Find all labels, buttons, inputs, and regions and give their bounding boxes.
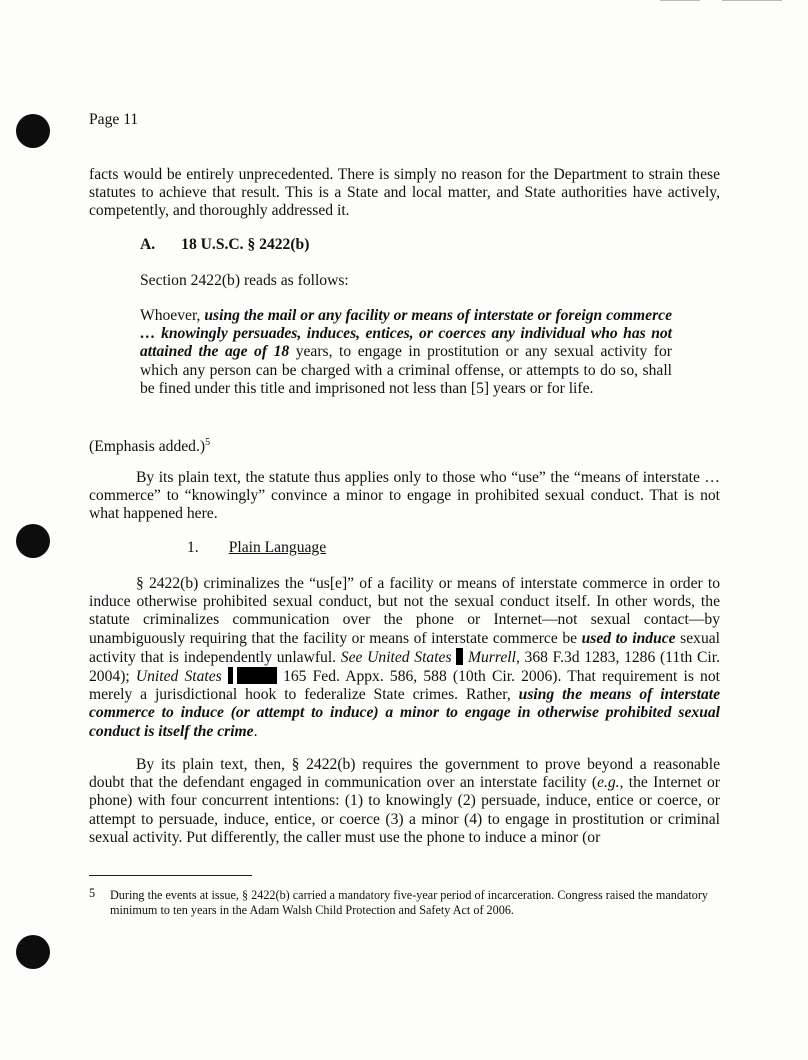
- page-header: Page 11: [89, 111, 139, 128]
- emphasis-text: (Emphasis added.): [89, 438, 206, 456]
- footnote-number: 5: [89, 886, 96, 900]
- section-intro: Section 2422(b) reads as follows:: [140, 272, 349, 289]
- citation: Murrell: [468, 648, 516, 666]
- paragraph-text: By its plain text, then, § 2422(b) requires the government to prove beyond a reasonable doubt that the defendant engaged in communication over an interstate facility (: [89, 756, 720, 792]
- redaction-bar: [456, 648, 463, 665]
- subheading-plain-language: [187, 539, 720, 557]
- quote-text: years, to engage in prostitution or any sexual activity for which any person can be charged with a criminal offense, or attempts to do so, shall be fined under this title and imprisoned not less than [5] years or for life.: [140, 343, 672, 397]
- paragraph-emphasis: using the means of interstate commerce to induce (or attempt to induce) a minor to engage in otherwise prohibited sexual conduct is itself the crime: [89, 686, 721, 740]
- paragraph-emphasis: e.g.: [597, 774, 620, 792]
- footnote-text: During the events at issue, § 2422(b) carried a mandatory five-year period of incarceration. Congress raised the mandatory minimum to ten years in the Adam Walsh Child Protection and Safety Act of 2006.: [110, 888, 708, 917]
- section-heading-letter: A.: [140, 236, 156, 253]
- paragraph-plain-text: By its plain text, the statute thus applies only to those who “use” the “means of interstate … commerce” to “knowingly” convince a minor to engage in prohibited sexual conduct. That is not what happened here.: [89, 469, 720, 523]
- quote-text: Whoever,: [140, 307, 205, 324]
- paragraph-emphasis: used to induce: [581, 629, 676, 647]
- paragraph-prove: [89, 756, 720, 847]
- emphasis-note: [89, 434, 720, 456]
- subheading-title: Plain Language: [228, 539, 327, 556]
- paragraph-text: § 2422(b) criminalizes the “us[e]” of a facility or means of interstate commerce in order to induce otherwise prohibited sexual conduct, but not the sexual conduct itself. In other words, the statute criminalizes communication over the phone or Internet—not sexual contact—by unambiguously requiring that the facility or means of interstate commerce be: [89, 575, 720, 647]
- punch-hole-middle: [16, 524, 50, 558]
- paragraph-text: sexual activity that is independently unlawful.: [89, 629, 720, 666]
- citation: See United States: [340, 648, 452, 666]
- section-heading-title: 18 U.S.C. § 2422(b): [181, 236, 310, 253]
- punch-hole-bottom: [16, 935, 50, 969]
- paragraph-text: , the Internet or phone) with four concurrent intentions: (1) to knowingly (2) persuade, induce, entice or coerce, or attempt to persuade, induce, entice, or coerce (3) a minor (4) to engage in prostitution or criminal sexual activity. Put differently, the caller must use the phone to induce a minor (or: [89, 774, 720, 846]
- quote-emphasis: using the mail or any facility or means of interstate or foreign commerce … knowingly persuades, induces, entices, or coerces any individual who has not attained the age of 18: [140, 307, 672, 361]
- redaction-bar: [237, 667, 277, 684]
- paragraph-2422: [89, 575, 720, 741]
- statute-quote: [140, 307, 672, 398]
- paragraph-intro: facts would be entirely unprecedented. There is simply no reason for the Department to strain these statutes to achieve that result. This is a State and local matter, and State authorities have actively, competently, and thoroughly addressed it.: [89, 166, 720, 220]
- footnote: [89, 888, 720, 918]
- punch-hole-top: [16, 114, 50, 148]
- footnote-divider: [89, 875, 252, 876]
- footnote-ref: 5: [205, 437, 211, 448]
- paragraph-text: .: [253, 722, 258, 740]
- paragraph-text: , 368 F.3d 1283, 1286 (11th Cir. 2004);: [89, 648, 720, 686]
- paragraph-text: 165 Fed. Appx. 586, 588 (10th Cir. 2006). That requirement is not merely a jurisdictional hook to federalize State crimes. Rather,: [89, 668, 720, 704]
- scan-mark: [722, 0, 782, 1]
- citation: United States: [135, 668, 222, 686]
- subheading-number: 1.: [187, 539, 199, 556]
- redaction-bar: [228, 667, 233, 684]
- section-heading-a: [140, 236, 720, 254]
- scan-mark: [660, 0, 700, 1]
